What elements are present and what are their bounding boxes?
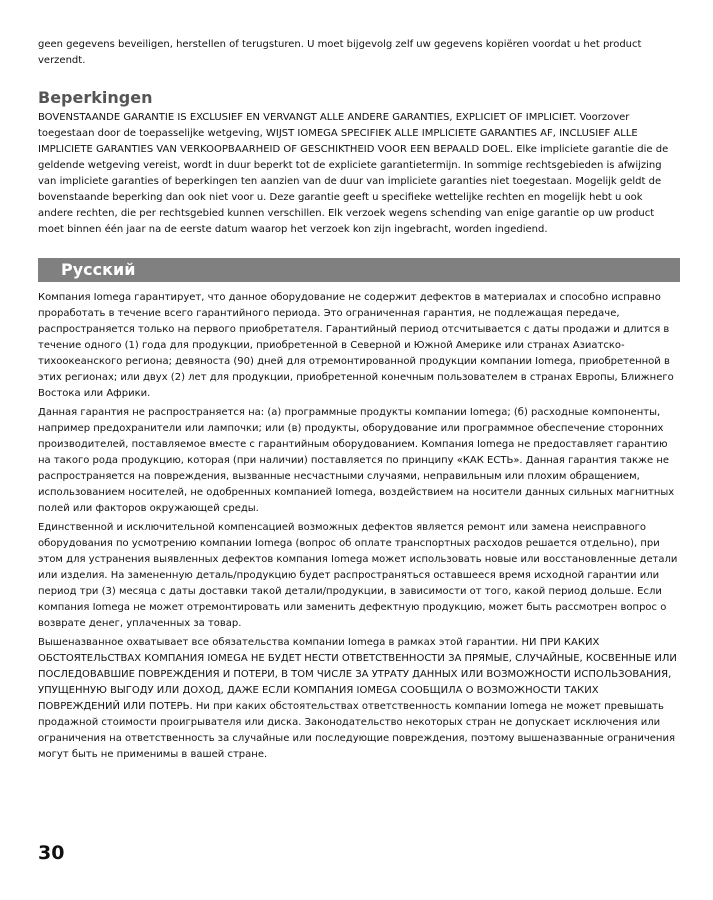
intro-paragraph: geen gegevens beveiligen, herstellen of terugsturen. U moet bijgevolg zelf uw gegevens kopiëren voordat u het product verzendt. bbox=[38, 39, 642, 66]
page-content bbox=[38, 37, 680, 763]
russian-paragraph-4: Вышеназванное охватывает все обязательства компании Iomega в рамках этой гарантии. НИ ПРИ КАКИХ ОБСТОЯТЕЛЬСТВАХ КОМПАНИЯ IOMEGA НЕ БУДЕТ НЕСТИ ОТВЕТСТВЕННОСТИ ЗА ПРЯМЫЕ, СЛУЧАЙНЫЕ, КОСВЕННЫЕ ИЛИ ПОСЛЕДОВАВШИЕ ПОВРЕЖДЕНИЯ И ПОТЕРИ, В ТОМ ЧИСЛЕ ЗА УТРАТУ ДАННЫХ ИЛИ ВОЗМОЖНОСТИ ИСПОЛЬЗОВАНИЯ, УПУЩЕННУЮ ВЫГОДУ ИЛИ ДОХОД, ДАЖЕ ЕСЛИ КОМПАНИЯ IOMEGA СООБЩИЛА О ВОЗМОЖНОСТИ ТАКИХ ПОВРЕЖДЕНИЙ ИЛИ ПОТЕРЬ. Ни при каких обстоятельствах ответственность компании Iomega не может превышать продажной стоимости проигрывателя или диска. Законодательство некоторых стран не допускает исключения или ограничения на ответственность за случайные или последующие повреждения, поэтому вышеназванные ограничения могут быть не применимы в вашей стране. bbox=[38, 637, 677, 760]
page-number: 30 bbox=[38, 842, 65, 864]
beperkingen-heading: Beperkingen bbox=[38, 88, 153, 107]
russian-paragraph-1: Компания Iomega гарантирует, что данное оборудование не содержит дефектов в материалах и способно исправно проработать в течение всего гарантийного периода. Это ограниченная гарантия, не подлежащая передаче, распространяется только на первого приобретателя. Гарантийный период отсчитывается с даты продажи и длится в течение одного (1) года для продукции, приобретенной в Северной и Южной Америке или странах Азиатско-тихоокеанского региона; девяноста (90) дней для отремонтированной продукции компании Iomega, приобретенной в этих регионах; или двух (2) лет для продукции, приобретенной конечным пользователем в странах Европы, Ближнего Востока или Африки. bbox=[38, 292, 674, 399]
beperkingen-paragraph: BOVENSTAANDE GARANTIE IS EXCLUSIEF EN VERVANGT ALLE ANDERE GARANTIES, EXPLICIET OF IMPLICIET. Voorzover toegestaan door de toepasselijke wetgeving, WIJST IOMEGA SPECIFIEK ALLE IMPLICIETE GARANTIES AF, INCLUSIEF ALLE IMPLICIETE GARANTIES VAN VERKOOPBAARHEID OF GESCHIKTHEID VOOR EEN BEPAALD DOEL. Elke impliciete garantie die de geldende wetgeving vereist, wordt in duur beperkt tot de expliciete garantietermijn. In sommige rechtsgebieden is afwijzing van impliciete garanties of beperkingen ten aanzien van de duur van impliciete garanties niet toegestaan. Mogelijk geldt de bovenstaande beperking dan ook niet voor u. Deze garantie geeft u specifieke wettelijke rechten en mogelijk hebt u ook andere rechten, die per rechtsgebied kunnen verschillen. Elk verzoek wegens schending van enige garantie op uw product moet binnen één jaar na de eerste datum waarop het verzoek kon zijn ingebracht, worden ingediend. bbox=[38, 112, 669, 235]
russian-section-header: Русский bbox=[38, 258, 680, 282]
russian-paragraph-3: Единственной и исключительной компенсацией возможных дефектов является ремонт или замена неисправного оборудования по усмотрению компании Iomega (вопрос об оплате транспортных расходов решается отдельно), при этом для устранения выявленных дефектов компания Iomega может использовать новые или восстановленные детали или изделия. На замененную деталь/продукцию будет распространяться оставшееся время исходной гарантии или период три (3) месяца с даты доставки такой детали/продукции, в зависимости от того, какой период дольше. Если компания Iomega не может отремонтировать или заменить дефектную продукцию, может быть рассмотрен вопрос о возврате денег, уплаченных за товар. bbox=[38, 522, 678, 629]
russian-paragraph-2: Данная гарантия не распространяется на: (а) программные продукты компании Iomega; (б) расходные компоненты, например предохранители или лампочки; или (в) продукты, оборудование или программное обеспечение сторонних производителей, поставляемое вместе с гарантийным оборудованием. Компания Iomega не предоставляет гарантию на такого рода продукцию, которая (при наличии) поставляется по принципу «КАК ЕСТЬ». Данная гарантия также не распространяется на повреждения, вызванные несчастными случаями, неправильным или плохим обращением, использованием носителей, не одобренных компанией Iomega, воздействием на носители данных сильных магнитных полей или факторов окружающей среды. bbox=[38, 407, 675, 514]
